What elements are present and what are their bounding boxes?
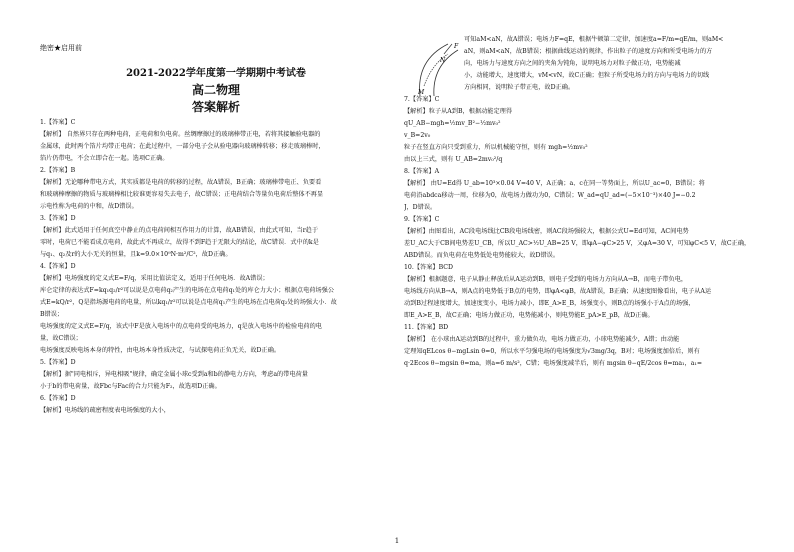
text-line: 定理知qELcos θ−mgLsin θ=0，所以水平匀强电场的电场强度为√3mg/3q，B对；电场强度加倍后，则有 — [404, 348, 700, 355]
text-line: 方向相同，说明粒子带正电，故D正确。 — [464, 84, 575, 91]
text-line: aN，则aM<aN，故B错误；根据曲线运动的规律，作出粒子的速度方向和所受电场力的方 — [464, 48, 713, 55]
text-line: 【解析】 由U=Ed得 U_ab=10³×0.04 V=40 V，A正确；a、c在同一等势面上，所以U_ac=0，B错误；将 — [404, 180, 705, 187]
text-line: 差U_AC大于CB间电势差U_CB，所以U_AC>½U_AB=25 V，即φA−φC>25 V，又φA=30 V，可知φC<5 V，故C正确， — [404, 240, 751, 247]
text-line: 3.【答案】D — [40, 215, 76, 222]
text-line: 【解析】 自然界只存在两种电荷，正电荷和负电荷。丝绸摩擦过的玻璃棒带正电，若将其接触验电器的 — [40, 131, 321, 138]
text-line: 箔片仍带电，不会立即合在一起。选项C正确。 — [40, 155, 169, 162]
text-line: 【解析】根据题意，电子从静止释放后从A运动到B，则电子受到的电场力方向从A→B，而电子带负电， — [404, 276, 688, 283]
text-line: 金属球，此时两个箔片均带正电荷；在此过程中，一部分电子会从验电器向玻璃棒转移；移走玻璃棒时， — [40, 143, 325, 150]
text-line: 由以上三式，则有 U_AB=2mv₀²/q — [404, 156, 503, 163]
text-line: v_B=2v₀ — [404, 132, 431, 139]
text-line: 可知aM<aN，故A错误；电场力F=qE，根据牛顿第二定律，加速度a=F/m=qE/m，则aM< — [464, 36, 724, 43]
text-line: 电场线方向从B→A，则A点的电势低于B点的电势，即φA<φB，故A错误，B正确；从速度图像看出，电子从A运 — [404, 288, 712, 295]
secret-mark: 绝密★启用前 — [40, 44, 82, 52]
text-line: 库仑定律的表达式F=kq₁q₂/r²可以说是点电荷q₂产生的电场在点电荷q₁处的库仑力大小；根据点电荷场强公 — [40, 287, 335, 294]
text-line: q·2Ecos θ−mgsin θ=ma，则a=6 m/s²，C错；电场强度减半后，则有 mgsin θ−qE/2cos θ=ma₁，a₁= — [404, 360, 703, 367]
text-line: 10.【答案】BCD — [404, 264, 453, 271]
text-line: 【解析】电场线的疏密程度表电场强度的大小， — [40, 407, 170, 414]
text-line: 小，动能增大，速度增大，vM<vN，故C正确；但粒子所受电场力的方向与电场力的切线 — [464, 72, 710, 79]
text-line: 【解析】无论哪种带电方式，其实质都是电荷的转移的过程，故A错误，B正确；玻璃棒带电正、负要看 — [40, 179, 322, 186]
text-line: 2.【答案】B — [40, 167, 76, 174]
text-line: 【解析】 在小球由A运动到B的过程中，重力做负功，电场力做正功，小球电势能减少，A错；由动能 — [404, 336, 680, 343]
text-line: J，D错误。 — [404, 204, 437, 211]
text-line: 4.【答案】D — [40, 263, 76, 270]
subject-title: 高二物理 — [191, 83, 240, 97]
text-line: 即E_A>E_B，故C正确；电场力做正功，电势能减小，则电势能E_pA>E_pB，故D正确。 — [404, 312, 654, 319]
text-line: 零时，电荷已不能看成点电荷，故此式不再成立，故得不到F趋于无限大的结论，故C错误．式中的k是 — [40, 239, 319, 246]
text-line: 电场强度反映电场本身的特性，由电场本身性质决定，与试探电荷正负无关，故D正确。 — [40, 347, 281, 354]
text-line: 【解析】由图看出，AC段电场线比CB段电场线密，则AC段场强较大，根据公式U=Ed可知，AC间电势 — [404, 228, 689, 235]
left-answer-text — [40, 117, 392, 417]
page-number: 1 — [394, 537, 400, 545]
text-line: 电场强度的定义式E=F/q，该式中F是放入电场中的点电荷受的电场力，q是放入电场中的检验电荷的电 — [40, 323, 322, 330]
text-line: 9.【答案】C — [404, 216, 440, 223]
text-line: 5.【答案】D — [40, 359, 76, 366]
text-line: 式E=kQ/r²，Q是指场源电荷的电量，所以kq₁/r²可以说是点电荷q₁产生的电场在点电荷q₂处的场强大小．故 — [40, 299, 337, 306]
answer-title: 答案解析 — [191, 100, 240, 114]
text-line: ABD错误。而负电荷在电势低处电势能较大，故D错误。 — [404, 252, 560, 259]
text-line: 【解析】据"同电相斥，异电相吸"规律，确定金属小球c受到a和b的静电力方向，考虑a的带电荷量 — [40, 371, 308, 378]
text-line: 量，故C错误； — [40, 335, 82, 342]
text-line: 和玻璃棒摩擦的物质与玻璃棒相比较谁更容易失去电子，故C错误；正电荷结合等量负电荷后整体不再显 — [40, 191, 324, 198]
text-line: 【解析】电场强度的定义式E=F/q，采用比值法定义，适用于任何电场．故A错误； — [40, 275, 269, 282]
text-line: 向，电场力与速度方向之间的夹角为钝角，说明电场力对粒子做正功，电势能减 — [464, 60, 681, 67]
diagram-label: F — [454, 43, 459, 50]
text-line: 粒子在竖直方向只受到重力，所以机械能守恒，则有 mgh=½mv₀² — [404, 144, 588, 151]
text-line: 小于b的带电荷量，故Fbc与Fac的合力只能为F₂，故选项D正确。 — [40, 383, 221, 390]
text-line: 1.【答案】C — [40, 119, 76, 126]
text-line: 与q₁、q₂及r的大小无关的恒量，且k=9.0×10⁹N·m²/C²，故D正确。 — [40, 251, 232, 258]
text-line: 【解析】粒子从A到B，根据动能定理得 — [404, 108, 513, 115]
right-answer-text — [404, 34, 756, 370]
diagram-label: N — [440, 57, 446, 64]
text-line: 6.【答案】D — [40, 395, 76, 402]
text-line: 8.【答案】A — [404, 168, 440, 175]
text-line: B错误； — [40, 311, 64, 318]
text-line: 7.【答案】C — [404, 96, 440, 103]
diagram-label: M — [418, 89, 425, 96]
text-line: qU_AB−mgh=½mv_B²−½mv₀² — [404, 120, 501, 127]
text-line: 示电性称为电荷的中和，故D错误。 — [40, 203, 138, 210]
text-line: 11.【答案】BD — [404, 324, 449, 331]
exam-title: 2021-2022学年度第一学期期中考试卷 — [126, 68, 306, 79]
text-line: 电荷沿abdca移动一周，位移为0，故电场力做功为0，C错误；W_ad=qU_ad=(−5×10⁻³)×40 J=−0.2 — [404, 192, 696, 199]
text-line: 动到B过程速度增大，加速度变小，电场力减小，即E_A>E_B，场强变小，则B点的场强小于A点的场强， — [404, 300, 695, 307]
text-line: 【解析】此式适用于任何真空中静止的点电荷间相互作用力的计算，故AB错误，由此式可知，当r趋于 — [40, 227, 319, 234]
